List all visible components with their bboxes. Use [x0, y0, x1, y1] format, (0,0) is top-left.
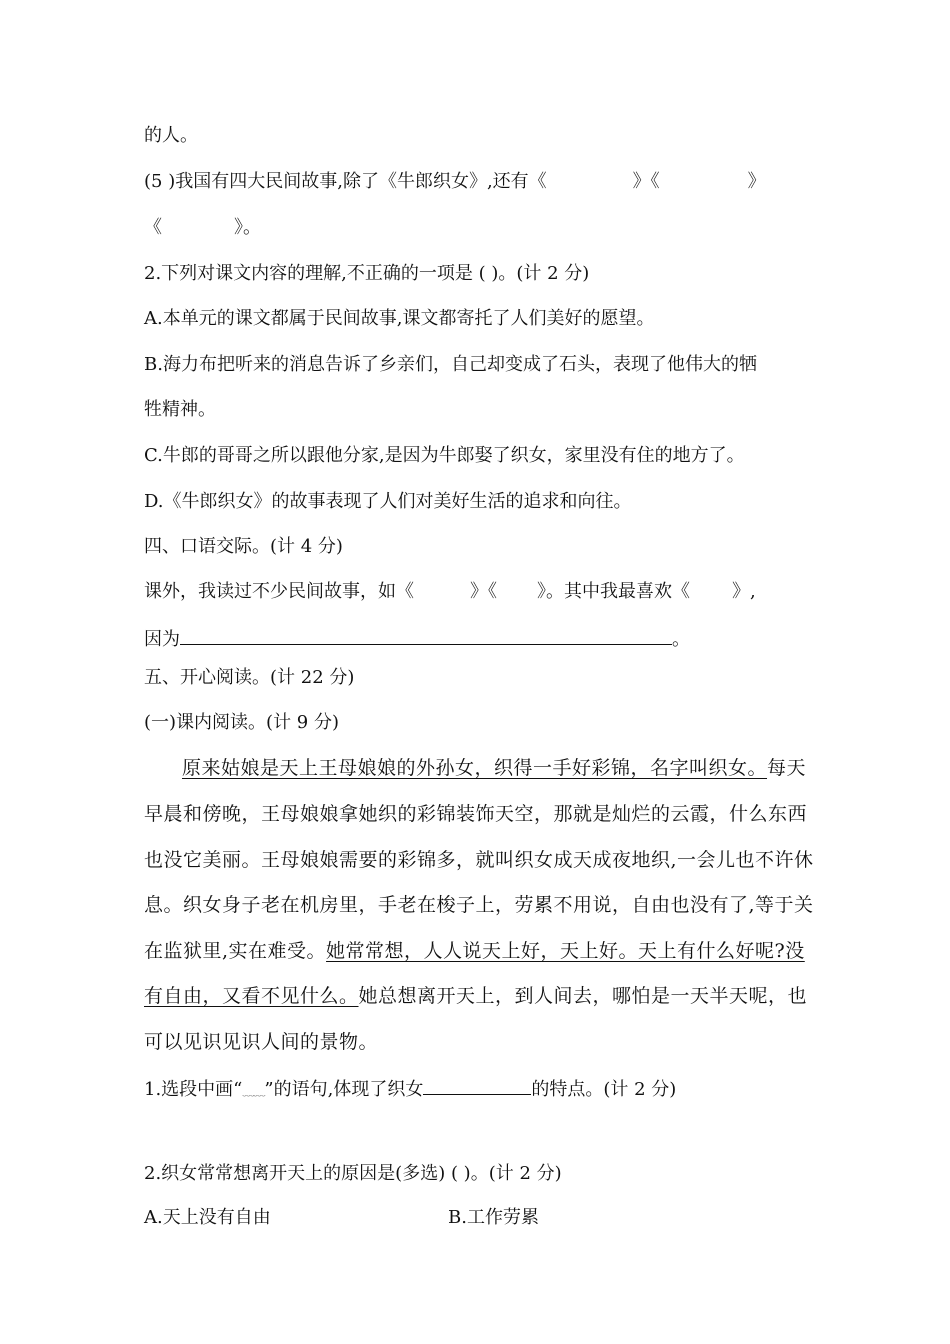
underlined-sentence: 她常常想，人人说天上好，天上好。天上有什么好呢?没 [326, 940, 805, 962]
passage-line [144, 984, 807, 1008]
line-text: A.天上没有自由 [144, 1207, 271, 1228]
line-text: 的特点。(计 2 分) [531, 1079, 677, 1100]
question-5-line-2 [144, 216, 261, 240]
option-b [144, 353, 757, 377]
line-text: 也没它美丽。王母娘娘需要的彩锦多，就叫织女成天成夜地织,一会儿也不许休 [144, 849, 814, 871]
question-5-line [144, 170, 766, 194]
passage-line [144, 1030, 378, 1054]
option-d [144, 490, 632, 514]
question-option-a [144, 1206, 271, 1230]
answer-underline[interactable] [180, 624, 672, 645]
reading-question-1 [144, 1074, 676, 1103]
answer-underline[interactable] [423, 1074, 531, 1095]
line-text: 课外，我读过不少民间故事，如《 [144, 581, 414, 602]
line-text: B.工作劳累 [448, 1207, 539, 1228]
line-text: 每天 [767, 757, 807, 779]
passage-line [144, 939, 805, 963]
line-text: 》《 [632, 171, 660, 192]
line-text: (5 )我国有四大民间故事,除了《牛郎织女》,还有《 [144, 171, 547, 192]
line-text: 2.织女常常想离开天上的原因是(多选) ( )。(计 2 分) [144, 1163, 562, 1184]
oral-line-2 [144, 624, 690, 652]
line-text: 息。织女身子老在机房里，手老在梭子上，劳累不用说，自由也没有了,等于关 [144, 894, 814, 916]
line-text: 《 [144, 217, 162, 238]
underlined-sentence: 有自由，又看不见什么。 [144, 985, 359, 1007]
line-text: 。 [672, 629, 690, 650]
line-text: ”的语句,体现了织女 [264, 1079, 424, 1100]
option-b-continued [144, 398, 216, 422]
line-text: C.牛郎的哥哥之所以跟他分家,是因为牛郎娶了织女，家里没有住的地方了。 [144, 445, 745, 466]
subsection-heading [144, 711, 339, 735]
underlined-sentence: 原来姑娘是天上王母娘娘的外孙女，织得一手好彩锦，名字叫织女。 [182, 757, 768, 779]
line-text: 》 [747, 171, 766, 192]
line-text: B.海力布把听来的消息告诉了乡亲们，自己却变成了石头，表现了他伟大的牺 [144, 354, 757, 375]
line-text: 在监狱里,实在难受。 [144, 940, 327, 962]
line-text: 可以见识见识人间的景物。 [144, 1031, 379, 1053]
option-a [144, 307, 654, 331]
section-4-heading [144, 535, 343, 559]
question-option-b [448, 1206, 539, 1230]
passage-line [144, 848, 814, 872]
line-text: 1.选段中画“ [144, 1079, 243, 1100]
line-text: 2.下列对课文内容的理解,不正确的一项是 ( )。(计 2 分) [144, 263, 590, 284]
line-text: 牲精神。 [144, 399, 216, 420]
line-text: 她总想离开天上，到人间去，哪怕是一天半天呢，也 [358, 985, 808, 1007]
line-text: (一)课内阅读。(计 9 分) [144, 712, 339, 733]
line-text: 》。其中我最喜欢《 [537, 581, 690, 602]
line-text: A.本单元的课文都属于民间故事,课文都寄托了人们美好的愿望。 [144, 308, 655, 329]
wavy-line-mark: ﹏﹏ [242, 1084, 265, 1098]
option-c [144, 444, 745, 468]
line-text: 》《 [470, 581, 497, 602]
line-text: 》, [732, 581, 756, 602]
line-text: 早晨和傍晚，王母娘娘拿她织的彩锦装饰天空，那就是灿烂的云霞，什么东西 [144, 803, 808, 825]
reading-question-2 [144, 1162, 562, 1186]
line-text: 的人。 [144, 125, 198, 146]
passage-line [144, 893, 814, 917]
passage-line [182, 756, 806, 780]
section-5-heading [144, 666, 354, 690]
line-text: 四、口语交际。(计 4 分) [144, 536, 343, 557]
oral-line-1 [144, 580, 756, 604]
line-text: 》。 [234, 217, 261, 238]
line-text: 五、开心阅读。(计 22 分) [144, 667, 355, 688]
line-text: 因为 [144, 629, 180, 650]
question-2-title [144, 262, 589, 286]
passage-line [144, 802, 807, 826]
line-text: D.《牛郎织女》的故事表现了人们对美好生活的追求和向往。 [144, 491, 632, 512]
text-line [144, 124, 198, 148]
